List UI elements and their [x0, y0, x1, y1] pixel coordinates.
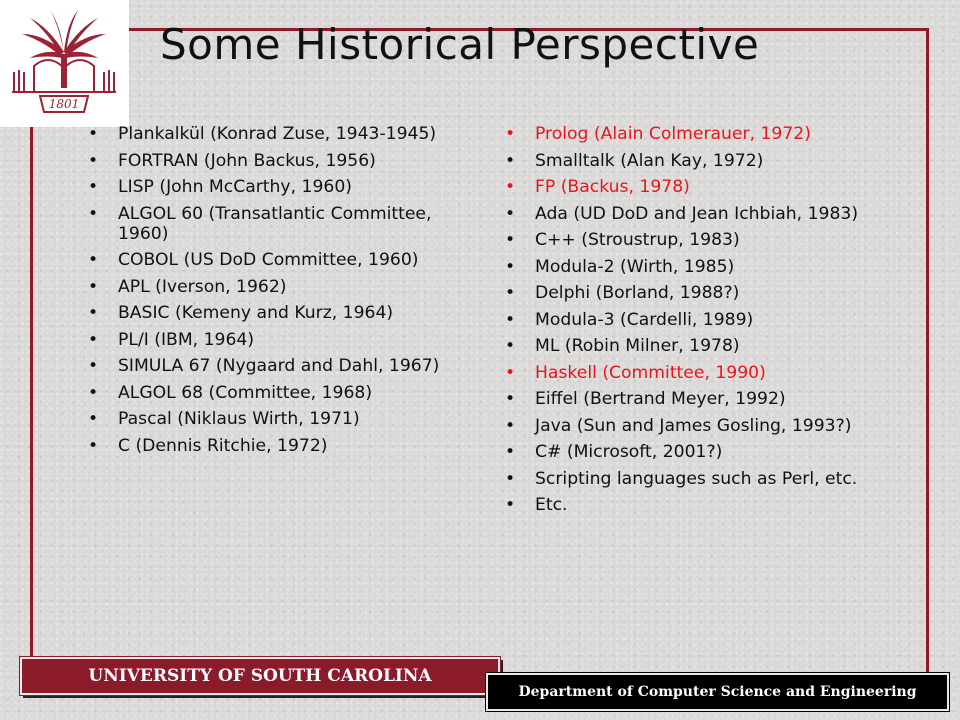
language-list-item: • Etc. — [505, 495, 885, 515]
language-list-item: • FORTRAN (John Backus, 1956) — [88, 151, 478, 171]
slide-title: Some Historical Perspective — [160, 20, 760, 69]
language-list-item: • Modula-3 (Cardelli, 1989) — [505, 310, 885, 330]
language-list-item: • COBOL (US DoD Committee, 1960) — [88, 250, 478, 270]
language-list-item: • PL/I (IBM, 1964) — [88, 330, 478, 350]
language-list-item: • Scripting languages such as Perl, etc. — [505, 469, 885, 489]
right-language-list — [505, 124, 885, 522]
language-list-item: • Modula-2 (Wirth, 1985) — [505, 257, 885, 277]
language-list-item: • Smalltalk (Alan Kay, 1972) — [505, 151, 885, 171]
language-list-item: • APL (Iverson, 1962) — [88, 277, 478, 297]
language-list-item: • C (Dennis Ritchie, 1972) — [88, 436, 478, 456]
department-banner: Department of Computer Science and Engineering — [486, 673, 949, 711]
language-list-item: • C# (Microsoft, 2001?) — [505, 442, 885, 462]
logo-year: 1801 — [48, 97, 80, 111]
language-list-item: • ML (Robin Milner, 1978) — [505, 336, 885, 356]
language-list-item: • Delphi (Borland, 1988?) — [505, 283, 885, 303]
palmetto-tree-seal-icon — [0, 0, 129, 127]
language-list-item: • Plankalkül (Konrad Zuse, 1943-1945) — [88, 124, 478, 144]
language-list-item: • ALGOL 68 (Committee, 1968) — [88, 383, 478, 403]
language-list-item: • SIMULA 67 (Nygaard and Dahl, 1967) — [88, 356, 478, 376]
language-list-item: • BASIC (Kemeny and Kurz, 1964) — [88, 303, 478, 323]
language-list-item: • C++ (Stroustrup, 1983) — [505, 230, 885, 250]
language-list-item: • Prolog (Alain Colmerauer, 1972) — [505, 124, 885, 144]
left-language-list — [88, 124, 478, 462]
language-list-item: • Ada (UD DoD and Jean Ichbiah, 1983) — [505, 204, 885, 224]
university-banner: UNIVERSITY OF SOUTH CAROLINA — [20, 657, 500, 695]
language-list-item: • ALGOL 60 (Transatlantic Committee, 1960) — [88, 204, 478, 244]
language-list-item: • Java (Sun and James Gosling, 1993?) — [505, 416, 885, 436]
language-list-item: • Pascal (Niklaus Wirth, 1971) — [88, 409, 478, 429]
language-list-item: • Haskell (Committee, 1990) — [505, 363, 885, 383]
language-list-item: • Eiffel (Bertrand Meyer, 1992) — [505, 389, 885, 409]
language-list-item: • FP (Backus, 1978) — [505, 177, 885, 197]
university-logo — [0, 0, 129, 127]
language-list-item: • LISP (John McCarthy, 1960) — [88, 177, 478, 197]
